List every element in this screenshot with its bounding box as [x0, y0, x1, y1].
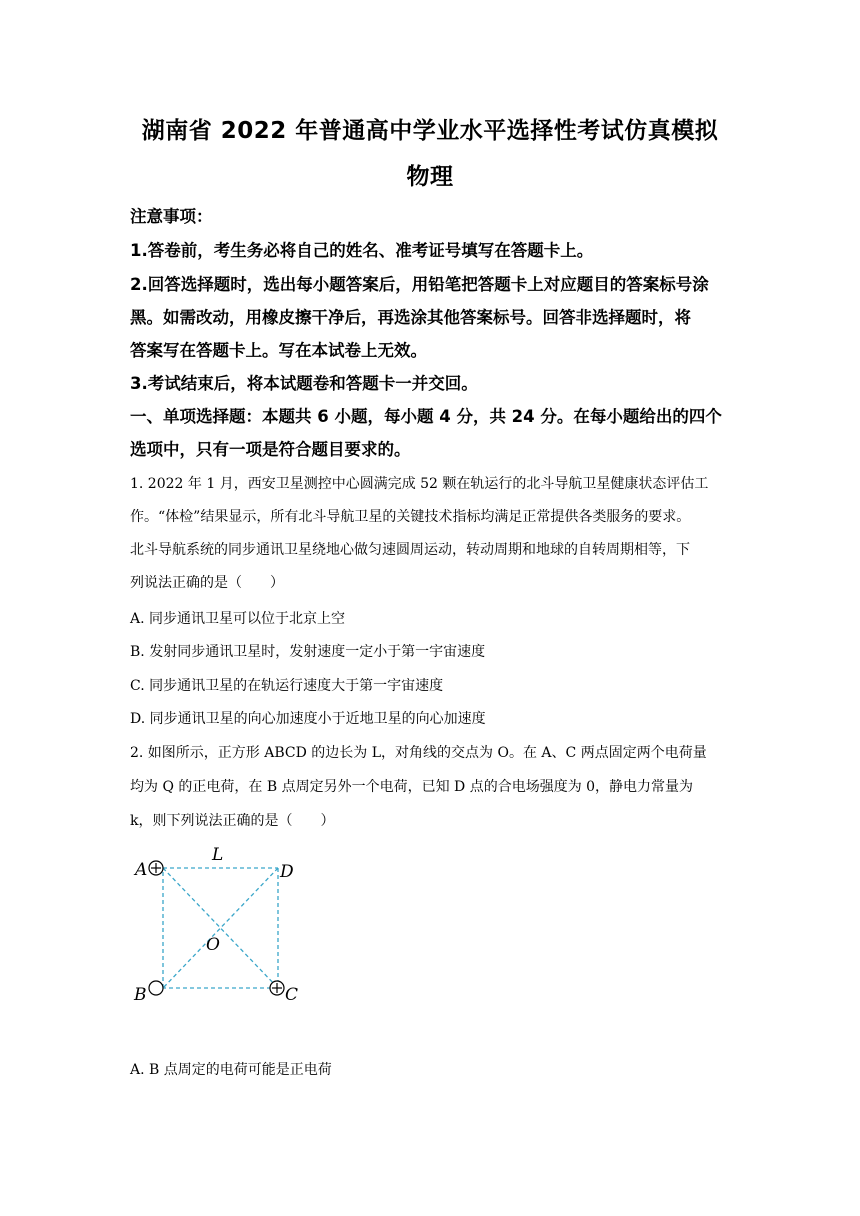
- exam-subject: 物理: [406, 164, 454, 190]
- vertex-label-d: D: [280, 862, 294, 882]
- notice-heading: 注意事项：: [130, 207, 213, 226]
- charge-c-positive: [270, 981, 284, 995]
- vertex-label-b: B: [134, 985, 147, 1005]
- square-charge-diagram: [128, 842, 308, 1012]
- charge-a-positive: [149, 861, 163, 875]
- notice-line: 1.答卷前，考生务必将自己的姓名、准考证号填写在答题卡上。: [130, 241, 594, 260]
- question-2-option-a: A. B 点周定的电荷可能是正电荷: [130, 1062, 332, 1078]
- notice-line: 答案写在答题卡上。写在本试卷上无效。: [130, 341, 427, 360]
- charge-b: [149, 981, 163, 995]
- question-1-text: 1. 2022 年 1 月，西安卫星测控中心圆满完成 52 颗在轨运行的北斗导航卫星健康状态评估工: [130, 476, 709, 492]
- question-1-option-d: D. 同步通讯卫星的向心加速度小于近地卫星的向心加速度: [130, 711, 486, 727]
- notice-line: 3.考试结束后，将本试题卷和答题卡一并交回。: [130, 374, 478, 393]
- section-heading: 选项中，只有一项是符合题目要求的。: [130, 440, 411, 459]
- center-label-o: O: [206, 935, 220, 955]
- question-1-text: 北斗导航系统的同步通讯卫星绕地心做匀速圆周运动，转动周期和地球的自转周期相等，下: [130, 542, 690, 558]
- question-2-text: 2. 如图所示，正方形 ABCD 的边长为 L，对角线的交点为 O。在 A、C 两点固定两个电荷量: [130, 745, 707, 761]
- question-1-text: 列说法正确的是（ ）: [130, 575, 284, 591]
- question-2-text: 均为 Q 的正电荷，在 B 点周定另外一个电荷，已知 D 点的合电场强度为 0，静电力常量为: [130, 779, 694, 795]
- section-heading: 一、单项选择题：本题共 6 小题，每小题 4 分，共 24 分。在每小题给出的四个: [130, 407, 722, 426]
- notice-line: 黑。如需改动，用橡皮擦干净后，再选涂其他答案标号。回答非选择题时，将: [130, 308, 691, 327]
- side-label-l: L: [212, 845, 224, 865]
- question-1-text: 作。“体检”结果显示，所有北斗导航卫星的关键技术指标均满足正常提供各类服务的要求。: [130, 509, 691, 525]
- question-1-option-a: A. 同步通讯卫星可以位于北京上空: [130, 611, 346, 627]
- question-1-option-b: B. 发射同步通讯卫星时，发射速度一定小于第一宇宙速度: [130, 644, 486, 660]
- question-1-option-c: C. 同步通讯卫星的在轨运行速度大于第一宇宙速度: [130, 678, 444, 694]
- question-2-text: k，则下列说法正确的是（ ）: [130, 813, 335, 829]
- vertex-label-a: A: [135, 860, 148, 880]
- diagram-svg: [128, 842, 308, 1012]
- exam-title: 湖南省 2022 年普通高中学业水平选择性考试仿真模拟: [141, 118, 719, 144]
- vertex-label-c: C: [285, 985, 299, 1005]
- notice-line: 2.回答选择题时，选出每小题答案后，用铅笔把答题卡上对应题目的答案标号涂: [130, 275, 709, 294]
